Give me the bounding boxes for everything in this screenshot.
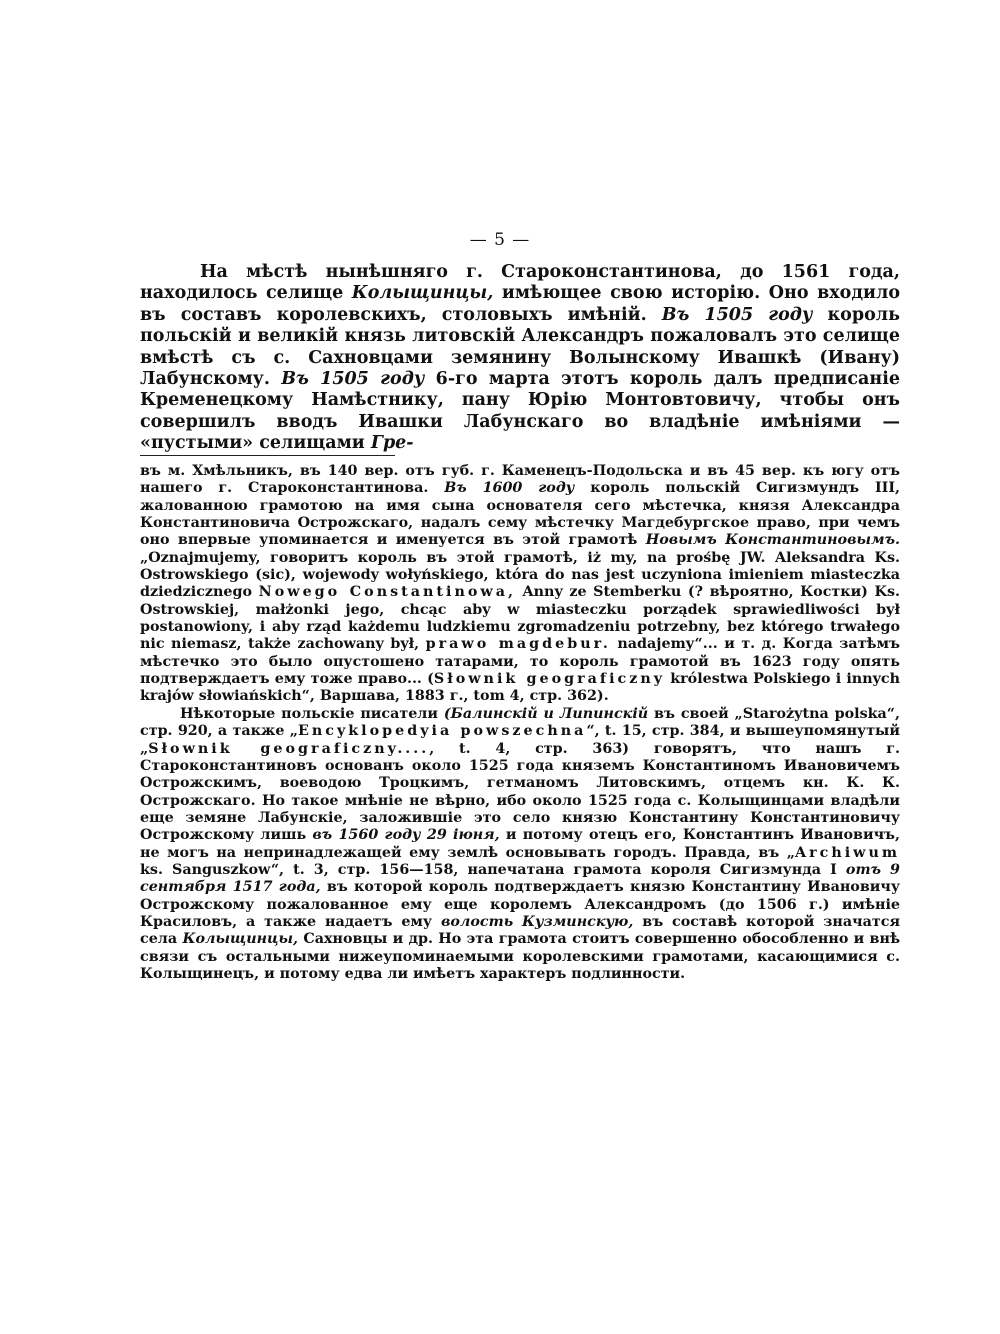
- italic-run: отъ 9 сентября 1517 года,: [140, 861, 900, 896]
- page-number: — 5 —: [469, 230, 531, 250]
- text-run: и потому отецъ его, Константинъ Ивановичъ, не могъ на непринадлежащей ему землѣ основывать городъ. Правда, въ „: [140, 827, 900, 861]
- text-run: въ которой король подтверждаетъ князю Константину Ивановичу Острожскому пожалованное ему еще королемъ Александромъ (до 1506 г.) имѣніе Красиловъ, а также надаетъ ему: [140, 879, 900, 930]
- text-run: „Oznajmujemy, говоритъ король въ этой грамотѣ, iż my, na prośbę JW. Aleksandra Ks. Ostrowskiego (sic), wojewody wołyńskiego, która do nas jest uczyniona imieniem miasteczka dziedzicznego: [140, 549, 900, 601]
- footnote-1: [140, 463, 900, 706]
- footnotes: [140, 463, 900, 983]
- text-run: 6-го марта этотъ король далъ предписаніе Кременецкому Намѣстнику, пану Юрію Монтовтовичу, чтобы онъ совершилъ вводъ Ивашки Лабунскаго во владѣніе имѣніями — «пустыми» селищами: [140, 369, 900, 454]
- italic-run: (Балинскій и Липинскій: [443, 705, 649, 722]
- text-run: Нѣкоторые польскіе писатели: [180, 705, 444, 722]
- spaced-run: Encyklopedyia powszechna: [297, 723, 587, 740]
- text-run: Сахновцы и др. Но эта грамота стоитъ совершенно обособленно и внѣ связи съ остальными нижеупоминаемыми королевскими грамотами, касающимися с. Колыщинецъ, и потому едва ли имѣетъ характеръ подлинности.: [140, 931, 900, 982]
- italic-run: Въ 1600 году: [444, 480, 575, 497]
- text-run: , t. 4, стр. 363) говорятъ, что нашъ г. Староконстантиновъ основанъ около 1525 года княземъ Константиномъ Ивановичемъ Острожскимъ, воеводою Троцкимъ, гетманомъ Литовскимъ, отцемъ кн. К. К. Острожскаго. Но такое мнѣніе не вѣрно, ибо около 1525 года с. Колыщинцами владѣли еще земяне Лабунскіе, заложившіе это село князю Константину Константиновичу Острожскому лишь: [140, 740, 900, 844]
- text-run: Anny ze Stemberku (? вѣроятно, Костки) Ks. Ostrowskiej, małżonki jego, chcąc aby w miasteczku porządek sprawiedliwości był postanowiony, i aby rząd każdemu ludzkiemu zgromadzeniu potrzebny, bez którego trwałego nic niemasz, także zachowany był,: [140, 584, 901, 653]
- text-run: въ составѣ которой значатся села: [140, 913, 901, 948]
- italic-run: Гре-: [370, 433, 414, 454]
- italic-run: Колыщинцы,: [351, 283, 494, 304]
- text-run: “, t. 15, стр. 384, и вышеупомянутый „: [140, 723, 900, 757]
- italic-run: Новымъ Константиновымъ.: [645, 532, 900, 549]
- text-run: królestwa Polskiego i innych krajów słowiańskich“, Варшава, 1883 г., tom 4, стр. 362).: [140, 671, 900, 705]
- italic-run: волость Кузминскую,: [440, 913, 634, 930]
- footnote-2: [140, 706, 900, 984]
- text-run: въ своей „Starożytna polska“, стр. 920, а также „: [140, 705, 900, 740]
- main-paragraph-text: [140, 262, 900, 455]
- italic-run: въ 1560 году 29 іюня,: [312, 827, 500, 844]
- italic-run: Въ 1505 году: [661, 304, 813, 325]
- text-run: имѣющее свою исторію. Оно входило въ составъ королевскихъ, столовыхъ имѣній.: [140, 283, 900, 325]
- italic-run: Колыщинцы,: [182, 931, 299, 948]
- spaced-run: prawo magdebur.: [425, 636, 611, 653]
- text-run: въ м. Хмѣльникъ, въ 140 вер. отъ губ. г. Каменецъ-Подольска и въ 45 вер. къ югу отъ нашего г. Староконстантинова.: [140, 463, 900, 497]
- italic-run: Въ 1505 году: [281, 369, 425, 390]
- text-run: nadajemy“... и т. д. Когда затѣмъ мѣстечко это было опустошено татарами, то король грамотой въ 1623 году опять подтверждаетъ ему тоже право... (: [140, 636, 900, 688]
- spaced-run: Nowego Constantinowa,: [258, 584, 516, 601]
- spaced-run: Słownik geograficzny: [433, 671, 666, 688]
- text-run: король польскій и великій князь литовскій Александръ пожаловалъ это селище вмѣстѣ съ с. Сахновцами земянину Волынскому Ивашкѣ (Ивану) Лабунскому.: [140, 304, 900, 390]
- main-paragraph: [140, 262, 900, 455]
- spaced-run: Słownik geograficzny....: [148, 740, 430, 757]
- spaced-run: Archiwum: [795, 844, 900, 861]
- text-run: На мѣстѣ нынѣшняго г. Староконстантинова, до 1561 года, находилось селище: [140, 262, 900, 304]
- text-run: король польскій Сигизмундъ III, жалованною грамотою на имя сына основателя сего мѣстечка, князя Александра Константиновича Острожскаго, надалъ сему мѣстечку Магдебургское право, при чемъ оно впервые упоминается и именуется въ этой грамотѣ: [140, 480, 900, 549]
- footnote-divider: [140, 455, 395, 456]
- text-run: ks. Sanguszkow“, t. 3, стр. 156—158, напечатана грамота короля Сигизмунда I: [140, 861, 846, 878]
